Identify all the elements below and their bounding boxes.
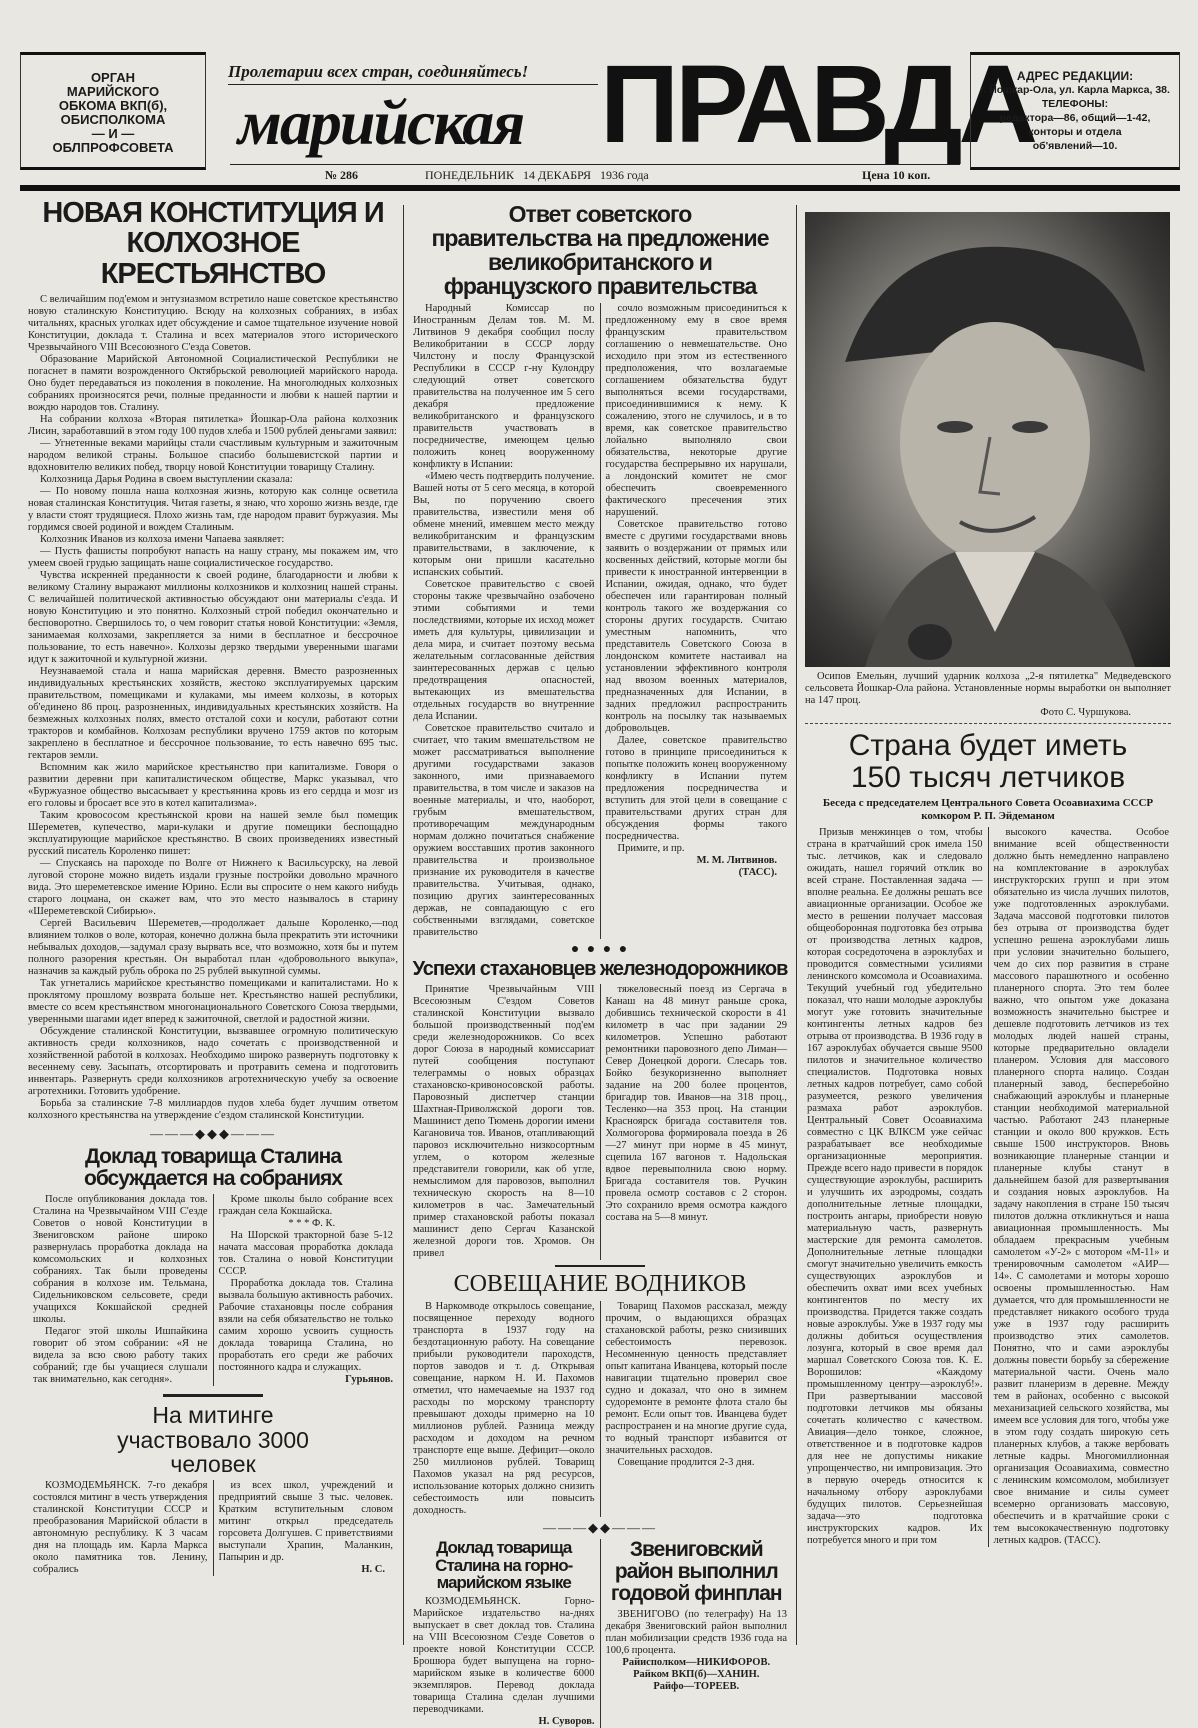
paragraph: Проработка доклада тов. Сталина вызвала большую активность рабочих. Рабочие стахановцы после собрания взяли на себя обязательство не только самим хорошо усвоить сущность доклада товарища Сталина, но проработать его среди же рабочих постоянного кадра и служащих.: [218, 1278, 393, 1374]
paragraph: Педагог этой школы Ишпайкина говорит об этом собрании: «Я не видела за всю свою работу таких собраний; где бы учащиеся слушали так внимательно, как сегодня».: [33, 1326, 208, 1386]
address-line: об'явлений—10.: [1032, 140, 1118, 152]
column-divider: [796, 205, 797, 1645]
photo-portrait: [805, 212, 1170, 667]
newspaper-title-script: марийская: [238, 87, 524, 158]
masthead-organ-box: [20, 52, 206, 170]
article-body: [28, 1480, 398, 1576]
paragraph: Борьба за сталинские 7-8 миллиардов пудов хлеба будет лучшим ответом колхозного крестьянства на утверждение с'ездом сталинской Конституции.: [28, 1098, 398, 1122]
organ-line: ОРГАН: [90, 70, 136, 85]
address-box: [970, 52, 1180, 170]
paragraph: сочло возможным присоединиться к предложенному ему в свое время французским правительством соглашению о невмешательстве. Оно исходило при этом из естественного предположения, что возлагаемые соглашением обязательства будут выполняться всеми государствами, присоединившимися к нему. К сожалению, этого не случилось, и в то время, как советское правительство лойально выполняло свои обязательства, некоторые другие государства беспрерывно их нарушали, а лондонский комитет не смог обеспечить своевременного фактического пресечения этих нарушений.: [605, 302, 787, 518]
paragraph: Далее, советское правительство готово в принципе присоединиться к попытке положить конец вооруженному конфликту в Испании путем предложения посредничества и вступить для этой цели в совещание с правительствами других стран для обсуждения формы такого посредничества.: [605, 734, 787, 842]
organ-line: МАРИЙСКОГО: [66, 84, 160, 99]
middle-column: [408, 202, 792, 1728]
paragraph: из всех школ, учреждений и предприятий свыше 3 тыс. человек. Кратким вступительным словом митинг открыл председатель горсовета Долгушев. С приветствиями выступали Храпин, Маланкин, Папырин и др.: [218, 1479, 393, 1563]
article-body: [802, 827, 1174, 1547]
paragraph: Народный Комиссар по Иностранным Делам тов. М. М. Литвинов 9 декабря сообщил послу Великобритании в СССР лорду Чилстону и послу Французской Республики в СССР г-ну Кулондру следующий ответ советского правительства на полученное им 5 сего декабря предложение великобританского и французского правительств участвовать в посредничестве, имеющем целью положить конец вооруженному конфликту в Испании:: [413, 302, 595, 470]
masthead-rule: [20, 185, 1180, 191]
paragraph: Сергей Васильевич Шереметев,—продолжает дальше Короленко,—под влиянием толков о воле, которая, конечно должна была прекратить эти источники небывалых доходов,—задумал сразу вырвать все, что возможно, хотя бы и путем полного разорения крестьян. Он выработал план «добровольного выкупа», назначив за каждый рубль оброка по 25 рублей выкупной суммы.: [28, 918, 398, 978]
paragraph: высокого качества. Особое внимание всей общественности должно быть немедленно направлено на комплектование в аэроклубах инструкторских групп и при этом обязательно из числа лучших пилотов, уже подготовленных аэроклубами. Задача массовой подготовки пилотов без отрыва от производства будет успешно решена аэроклубами лишь при условии значительно большего, чем до сих пор развития в стране массового парашютного и особенно планерного спорта. Это тем более важно, что опытом уже доказана возможность значительно быстрее и дешевле подготовить летчиков из тех молодых людей нашей страны, которые предварительно овладели планером. Условия для массового планерного спорта налицо. Создан планерный завод, бесперебойно снабжающий аэроклубы и планерные станции необходимой материальной частью. Работают 243 планерные станции и около 800 кружков. Есть свыше 1500 инструкторов. Вновь возникающие планерные станции и планерные клубы станут в дальнейшем базой для развертывания и создания новых аэроклубов. На задачу накопления в стране 150 тысяч пилотов должна откликнуться и наша авиационная промышленность. Мы обладаем прекрасным учебным самолетом «У-2» с мотором «М-11» и тренировочным самолетом «АИР—14». С самолетами и моторы хорошо освоены промышленностью. Нам думается, что для промышленности не представляет никакого особого труда уже в 1937 году расширить производство этих самолетов. Понятно, что и сами аэроклубы должны повести борьбу за сбережение материальной части. Очень мало развит планеризм в деревне. Между тем в районах, особенно с высокой механизацией сельского хозяйства, мы имеем все условия для того, чтобы уже в этом году создать широкую сеть планерных клубов, а также вербовать летные кадры. Многомиллионная организация Осоавиахима, совместно с ленинским комсомолом, мобилизует свое внимание и силы сумеет всемерно организовать массовую, обеспечить и в кратчайшие сроки с тем высококачественную подготовку летных кадров. (ТАСС).: [993, 827, 1169, 1546]
paragraph: Советское правительство с своей стороны также чрезвычайно озабочено этими событиями и теми последствиями, которые их исход может иметь для культуры, цивилизации и дела мира, и считает поэтому весьма желательным согласованные действия заинтересованных держав с целью предотвращения опасностей, вытекающих из вмешательства отдельных государств во внутренние дела Испании.: [413, 578, 595, 722]
address-line: редактора—86, общий—1-42,: [999, 112, 1151, 124]
ornament-divider: ———◆◆◆———: [150, 1126, 276, 1142]
paragraph: Совещание продлится 2-3 дня.: [617, 1456, 755, 1468]
article-answer: [408, 202, 792, 939]
paragraph: Вспомним как жило марийское крестьянство при капитализме. Говоря о развитии деревни при капиталистическом обществе, Маркс указывал, что «Буржуазное общество высасывает у крестьянина кровь из его сердца и мозг из его головы и бросает все это в котел капитализма».: [28, 762, 398, 810]
signature: Райком ВКП(б)—ХАНИН.: [633, 1668, 760, 1680]
paragraph: Советское правительство считало и считает, что таким вмешательством не может рассматриваться выполнение другими государствами заказов законного, ими признаваемого правительства, в том числе и заказов на военные материалы, и что, наоборот, грубым вмешательством, противоречащим международным нормам должно почитаться снабжение оружием восставших против законного правительства и произвольное признание их руководителя в качестве правительства. Учитывая, однако, позицию других заинтересованных держав, не совпадающую с его собственными взглядами, советское правительство: [413, 722, 595, 938]
issue-date: ПОНЕДЕЛЬНИК 14 ДЕКАБРЯ 1936 года: [425, 168, 649, 182]
paragraph: — Спускаясь на пароходе по Волге от Нижнего к Васильсурску, на левой луговой стороне можно видеть издали грузные постройки довольно мрачного вида. Это шереметевское имение Юрино. Если вы спросите о нем какого нибудь старого лоцмана, он скажет вам, что это место называлось в старину «Шереметевской Сибирью».: [28, 858, 398, 918]
paragraph: Чувства искренней преданности к своей родине, благодарности и любви к великому Сталину выражают миллионы колхозников и колхозниц нашей страны. С величайшей политической активностью обсуждают они материалы с'езда. И новую Конституцию и это понятно. Колхозный строй победил окончательно и бесповоротно. Свершилось то, о чем говорит статья новой Конституции: «Земля, занимаемая колхозами, закрепляется за ними в бесплатное и бессрочное пользование, то есть навечно». Колхозы дерзко твердыми уверенными шагами идут к зажиточной и культурной жизни.: [28, 570, 398, 666]
headline: Страна будет иметь 150 тысяч летчиков: [848, 729, 1128, 794]
paragraph: На собрании колхоза «Вторая пятилетка» Йошкар-Ола района колхозник Лисин, заработавший в этом году 100 пудов хлеба и 1500 рублей деньгами заявил:: [28, 414, 398, 438]
newspaper-title-main: ПРАВДА: [600, 43, 1034, 166]
paragraph: Образование Марийской Автономной Социалистической Республики не погаснет в памяти возрожденного Октябрьской революцией марийского народа. Оно будет передаваться из поколения в поколение. На многолюдных колхозных собраниях произносятся речи, полные преданности и любви к нашей партии и вождю народов тов. Сталину.: [28, 354, 398, 414]
paragraph: — Пусть фашисты попробуют напасть на нашу страну, мы покажем им, что умеем своей грудью защищать наше социалистическое государство.: [28, 546, 398, 570]
caption-text: Осипов Емельян, лучший ударник колхоза „2-я пятилетка" Медведевского сельсовета Йошкар-Ола района. Установленные нормы выработки он выполняет на 147 проц.: [805, 671, 1171, 706]
bottom-articles: [408, 1539, 792, 1728]
paragraph: Товарищ Пахомов рассказал, между прочим, о выдающихся образцах стахановской работы, резко снизивших себестоимость перевозок. Несомненную ценность представляет опыт капитана Иванцева, который после навигации тщательно проверил свое судно и доказал, что оно в зимнем судоремонте в ремонте флота стало бы ремонт. Если опыт тов. Иванцева будет распространен и на многие другие суда, то водный транспорт избавится от значительных расходов.: [605, 1300, 787, 1456]
address-line: АДРЕС РЕДАКЦИИ:: [1016, 69, 1134, 83]
rule: [555, 1265, 645, 1267]
article-meeting: [28, 1403, 398, 1575]
subheadline: Беседа с председателем Центрального Совета Осоавиахима СССР комкором Р. П. Эйдеманом: [822, 797, 1154, 822]
paragraph: Принятие Чрезвычайным VIII Всесоюзным С'ездом Советов сталинской Конституции вызвало большой производственный под'ем среди железнодорожников. Со всех дорог Союза в народный комиссариат путей сообщения поступают телеграммы о новых образцах стахановско-кривоносовской работы. Паровозный диспетчер станции Шахтная-Приволжской дороги тов. Машинист депо Тюмень дорогии имени Кагановича тов. Иванов, отапливающий паровоз исключительно низкосортным углем, о котором железные представители говорили, как об угле, немыслимом для паровозов, выполнил техническую скорость на 8—10 километров в час. Замечательный пример стахановской работы показал машинист депо Сергач Казанской железной дороги тов. Хромов. Он привел: [413, 983, 595, 1259]
paragraph: — По новому пошла наша колхозная жизнь, которую как солнце осветила новая сталинская Конституция. Читая газеты, я знаю, что хорошо жизнь везде, где у власти стоят трудящиеся. Плохо жизнь там, где народом правит буржуазия. Мы гордимся своей родиной и вождем Сталиным.: [28, 486, 398, 534]
issue-number: № 286: [325, 168, 359, 182]
portrait-image: [805, 212, 1170, 667]
signature: Райфо—ТОРЕЕВ.: [653, 1680, 740, 1692]
paragraph: Таким кровососом крестьянской крови на нашей земле был помещик Шереметев, купечество, мари-кулаки и другие помещики беспощадно эксплуатирующие марийское крестьянство. В своих произведениях известный русский писатель Короленко пишет:: [28, 810, 398, 858]
ornament-dots: ● ● ● ●: [570, 941, 630, 957]
address-line: конторы и отдела: [1028, 126, 1122, 138]
paragraph: тяжеловесный поезд из Сергача в Канаш на 48 минут раньше срока, добившись технической скорости в 41 километр в час при задании 29 километров. Успешно работают ремонтники паровозного депо Лиман—Север Донецкой дороги. Слесарь тов. Бойко безукоризненно выполняет задание на 200 более процентов, бригадир тов. Иванов—на 318 проц., Тесленко—на 353 проц. На станции Красноярск бригада составителя тов. Холмогорова формировала поезда в 26—27 минут при норме в 45 минут, сцепила 167 вагонов т. Надольская вдвое перевыполнила свою норму. Бригада составителя тов. Ручкин провела осмотр составов с 2 сторон. Это сохранило время осмотра каждого состава на 5—8 минут.: [605, 983, 787, 1223]
article-pilots: [802, 730, 1174, 1547]
paragraph: «Имею честь подтвердить получение. Вашей ноты от 5 сего месяца, в которой Вы, по поручению своего правительства, известили меня об обмене мнений, имевшем место между великобританским и французским правительствами, в заключение, к которым они пришли касательно испанских событий.: [413, 470, 595, 578]
headline: Доклад товарища Сталина обсуждается на собраниях: [84, 1145, 342, 1191]
rule: [163, 1394, 263, 1397]
source: (ТАСС).: [738, 866, 777, 878]
article-discussion: [28, 1146, 398, 1386]
article-body: [408, 303, 792, 939]
article-water: [408, 1272, 792, 1517]
paragraph: Советское правительство готово вместе с другими государствами вновь заявить о воздержании от прямых или косвенных действий, которые могли бы привести к иностранной интервенции в Испании, ожидая, однако, что будет обеспечен или гарантирован полный контроль такого же воздержания со стороны других государств. Считаю уместным напомнить, что представитель Советского Союза в лондонском комитете настаивал на установлении эффективного контроля над ввозом военных материалов, предназначенных для Испании, в задних предложил распространить контроль на посылку так называемых добровольцев.: [605, 518, 787, 734]
article-body: [28, 1194, 398, 1386]
rule: [805, 723, 1171, 724]
paragraph: Примите, и пр.: [617, 842, 685, 854]
article-body: [28, 294, 398, 1122]
paragraph: С величайшим под'емом и энтузиазмом встретило наше советское крестьянство новую сталинскую Конституцию. Всюду на колхозных собраниях, в избах читальнях, красных уголках идет обсуждение и самое тщательное изучение новой Конституции, доклада т. Сталина и всех материалов этого исторического Чрезвычайного VIII Всесоюзного С'езда Советов.: [28, 294, 398, 354]
paragraph: Кроме школы было собрание всех граждан села Кокшайска.: [218, 1194, 393, 1218]
headline: Звениговский район выполнил годовой финплан: [610, 1537, 782, 1605]
signature: Н. Суворов.: [538, 1716, 595, 1728]
signature: М. М. Литвинов.: [696, 854, 777, 866]
column-divider: [403, 205, 404, 1645]
article-mari-language: [408, 1539, 600, 1728]
address-line: г. Йошкар-Ола, ул. Карла Маркса, 38. ТЕЛЕФОНЫ:: [980, 84, 1170, 110]
price: Цена 10 коп.: [862, 168, 931, 182]
article-zvenigovo: [600, 1539, 793, 1728]
paragraph: В Наркомводе открылось совещание, посвященное переходу водного транспорта в 1937 году на бездотационную работу. На совещание прибыли руководители пароходств, портов заводов и т. д. Открывая совещание, нарком Н. И. Пахомов отметил, что намечаемые на 1937 год расходы по морскому транспорту превышают доходы примерно на 10 миллионов рублей. Разница между расходом и доходом на речном транспорте еще выше. Дефицит—около 250 миллионов рублей. Товарищ Пахомов указал на ряд ресурсов, использование которых должно снизить себестоимость или повысить доходность.: [413, 1300, 595, 1516]
paragraph: КОЗМОДЕМЬЯНСК. 7-го декабря состоялся митинг в честь утверждения сталинской Конституции СССР и преобразования Марийской области в автономную республику. К 3 часам дня на площадь им. Карла Маркса около памятника тов. Ленину, собрались: [33, 1479, 208, 1575]
article-body: [606, 1609, 788, 1693]
right-column: [802, 212, 1174, 1547]
organ-line: ОБИСПОЛКОМА: [60, 112, 166, 127]
signature: Гурьянов.: [345, 1374, 393, 1386]
paragraph: — Угнетенные веками марийцы стали счастливым культурным и зажиточным народом великой страны. Большое спасибо большевистской партии и вдохновителю великих побед, творцу новой Конституции товарищу Сталину.: [28, 438, 398, 474]
article-body: [408, 984, 792, 1260]
paragraph: Неузнаваемой стала и наша марийская деревня. Вместо разрозненных индивидуальных крестьянских хозяйств, жестоко эксплуатируемых царским правительством, помещиками и кулаками, мы имеем колхозы, в которых об'единено 86 проц. разрозненных, индивидуальных крестьянских хозяйств. На безмежных колхозных полях, вместо отсталой сохи и косули, работают сотни тракторов и комбайнов. Колхозам республики вручено 1759 актов по которым закреплено в бесплатное и бессрочное пользование, то есть навечно 695 тыс. гектаров земли.: [28, 666, 398, 762]
article-constitution: [28, 198, 398, 1142]
headline: Ответ советского правительства на предложение великобританского и французского правительства: [431, 201, 769, 300]
paragraph: КОЗМОДЕМЬЯНСК. Горно-Марийское издательство на-днях выпускает в свет доклад тов. Сталина на VIII Всесоюзном С'езде Советов о проекте новой Конституции СССР. Брошюра будет выпущена на горно-марийском языке в количестве 6000 экземпляров. Перевод доклада товарища Сталина сделан лучшими переводчиками.: [413, 1596, 595, 1716]
signature: Н. С.: [361, 1563, 385, 1575]
left-column: [28, 198, 398, 1576]
signature: Райисполком—НИКИФОРОВ.: [622, 1656, 771, 1668]
paragraph: Обсуждение сталинской Конституции, вызвавшее огромную политическую активность среди колхозников, надо сочетать с производственной и хозяйственной работой в колхозах. Необходимо широко развернуть подготовку к весеннему севу. Засыпать, отсортировать и протравить семена и подготовить инвентарь. Развернуть среди колхозников агротехническую учебу за освоение агротехники. Готовить удобрение.: [28, 1026, 398, 1098]
paragraph: ЗВЕНИГОВО (по телеграфу) На 13 декабря Звениговский район выполнил план мобилизации средств 1936 года на 100,6 процента.: [605, 1608, 787, 1656]
organ-line: — И —: [91, 126, 135, 141]
paragraph: После опубликования доклада тов. Сталина на Чрезвычайном VIII С'езде Советов о новой Конституции в Звениговском районе широко развернулась проработка доклада на комсомольских и колхозных собраниях. Так были проведены собрания в колхозе им. Тельмана, Сидельниковском сельсовете, среди учащихся Кокшайской средней школы.: [33, 1194, 208, 1326]
paragraph: Колхозница Дарья Родина в своем выступлении сказала:: [40, 474, 293, 486]
organ-line: ОБЛПРОФСОВЕТА: [52, 140, 174, 155]
paragraph: Колхозник Иванов из колхоза имени Чапаева заявляет:: [40, 534, 285, 546]
headline: Успехи стахановцев железнодорожников: [412, 957, 788, 980]
paragraph: Призыв менжинцев о том, чтобы страна в кратчайший срок имела 150 тыс. летчиков, как и следовало ожидать, нашел горячий отклик во всей стране. Поставленная задача — вполне реальна. Ее должны решать все авиационные организации. Особое же место в решении получает массовая общеоборонная подготовка без отрыва от производства летных кадров, которая сосредоточена в аэроклубах и проводится совместными усилиями ленинского комсомола и Осоавиахима. Текущий учебный год убедительно показал, что наши молодые аэроклубы могут уже готовить значительные контингенты летных кадров без отрыва от производства. В 1936 году в 167 аэроклубах обучается свыше 9500 пилотов и значительное количество специалистов. Подготовка новых летных кадров потребует, само собой разумеется, резкого увеличения размаха работ аэроклубов. Центральный Совет Осоавиахима совместно с ЦК ВЛКСМ уже сейчас разрабатывает все необходимые организационные мероприятия. Прежде всего надо привести в порядок существующие аэроклубы, расширить и улучшить их аэродромы, создать дополнительные летные площадки, построить ангары, приобрести новую материальную часть, развернуть мастерские для ремонта самолетов. Дополнительные летные площадки смогут значительно увеличить емкость существующих аэроклубов и обеспечить охват ими всех учебных контингентов по месту их производства. Придется также создать новые аэроклубы. Уже в 1937 году мы должны добиться осуществления лозунга, который в свое время дал маршал Советского Союза тов. К. Е. Ворошилов: «Каждому промышленному центру—аэроклуб!». При развертывании массовой подготовки летчиков мы обязаны сочетать количество с качеством. Авиация—дело тонкое, сложное, ответственное и в подготовке кадров для нее не допустимы никакие упрощенчество, ни импровизация. Это в первую очередь относится к начальному отбору аэроклубами будущих пилотов. Серьезнейшая задача—это подготовка инструкторских кадров. Их потребуется много и при том: [807, 827, 983, 1546]
paragraph: Так угнетались марийское крестьянство помещиками и капиталистами. Но к проклятому прошлому возврата больше нет. Крестьянство нашей республики, вместе со всем крестьянством многонационального Советского Союза твердыми, уверенными шагами идет вперед к зажиточной, светлой и радостной жизни.: [28, 978, 398, 1026]
headline: СОВЕЩАНИЕ ВОДНИКОВ: [453, 1270, 747, 1297]
headline: НОВАЯ КОНСТИТУЦИЯ И КОЛХОЗНОЕ КРЕСТЬЯНСТВО: [42, 197, 384, 290]
organ-line: ОБКОМА ВКП(б),: [58, 98, 168, 113]
slogan: Пролетарии всех стран, соединяйтесь!: [228, 62, 598, 85]
ornament-divider: ———◆◆———: [543, 1519, 657, 1535]
photo-credit: Фото С. Чуршукова.: [1040, 707, 1131, 718]
article-body: [413, 1596, 595, 1728]
photo-caption: [805, 671, 1171, 719]
article-railway: [408, 942, 792, 1260]
headline: На митинге участвовало 3000 человек: [117, 1402, 309, 1477]
dateline-rule: [230, 164, 960, 165]
article-body: [408, 1301, 792, 1517]
headline: Доклад товарища Сталина на горно-марийском языке: [435, 1537, 573, 1593]
paragraph: На Шорской тракторной базе 5-12 начата массовая проработка доклада тов. Сталина о новой Конституции СССР.: [218, 1230, 393, 1278]
paragraph: * * * Ф. К.: [288, 1218, 336, 1230]
